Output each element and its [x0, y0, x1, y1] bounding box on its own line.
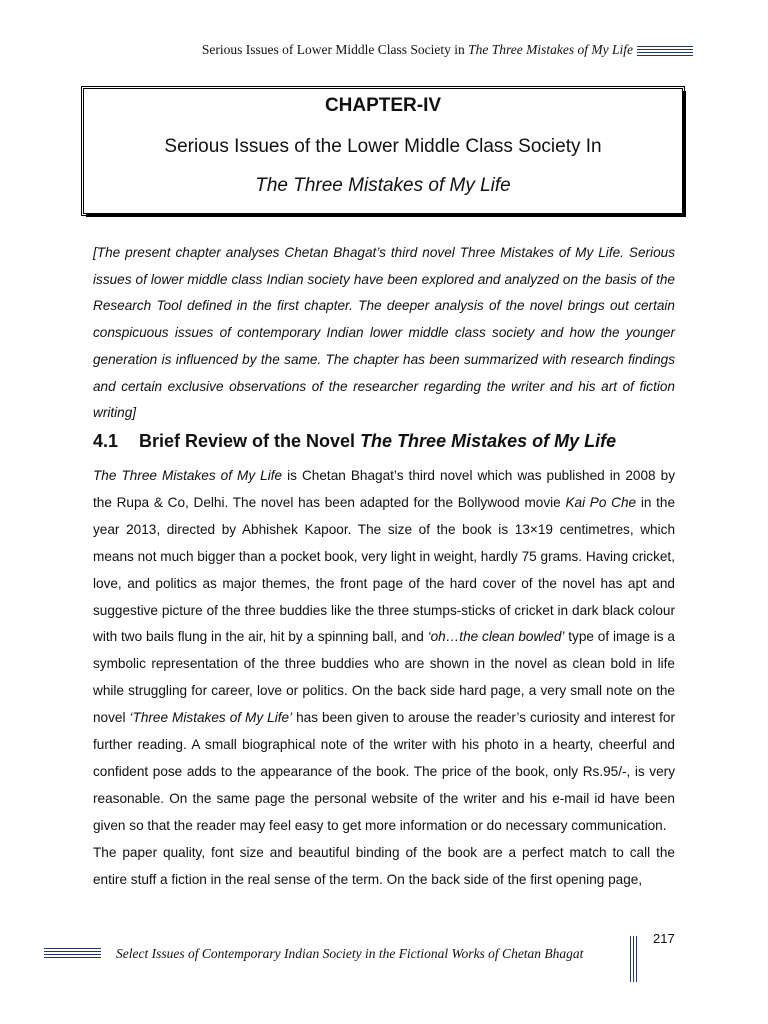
chapter-number: CHAPTER-IV [324, 95, 442, 116]
section-title-prefix: Brief Review of the Novel [139, 431, 361, 451]
paragraph-1-text-c: type of image is a symbolic representation of the three buddies who are shown in the novel as clean bold in life while struggling for career, love or politics. On the back side hard page, a very small note on the novel [93, 629, 675, 726]
running-header-book-title: The Three Mistakes of My Life [468, 42, 633, 57]
chapter-title-box [83, 88, 683, 214]
paragraph-1 [93, 463, 675, 840]
section-heading [93, 431, 683, 452]
footer-decorative-lines [44, 948, 101, 960]
section-title-book: The Three Mistakes of My Life [360, 431, 617, 451]
paragraph-1-text-b: in the year 2013, directed by Abhishek Kapoor. The size of the book is 13×19 centimetres, which means not much bigger than a pocket book, very light in weight, hardly 75 grams. Having cricket, love, and politics as major themes, the front page of the hard cover of the novel has apt and suggestive picture of the three buddies like the three stumps-sticks of cricket in dark black colour with two bails flung in the air, hit by a spinning ball, and [93, 494, 676, 645]
paragraph-1-quote-2: ‘Three Mistakes of My Life’ [129, 710, 293, 726]
paragraph-1-movie-title: Kai Po Che [565, 494, 637, 510]
paragraph-1-quote: ‘oh…the clean bowled’ [427, 629, 565, 645]
section-number: 4.1 [93, 431, 119, 451]
paragraph-2: The paper quality, font size and beautiful binding of the book are a perfect match to call the entire stuff a fiction in the real sense of the term. On the back side of the first opening page, [93, 844, 675, 887]
page-number: 217 [653, 931, 675, 946]
footer-vertical-rules [630, 936, 638, 982]
running-header [0, 42, 633, 58]
chapter-title: Serious Issues of the Lower Middle Class Society In [164, 136, 602, 157]
chapter-abstract: [The present chapter analyses Chetan Bhagat’s third novel Three Mistakes of My Life. Serious issues of lower middle class Indian society have been explored and analyzed on the basis of the Research Tool defined in the first chapter. The deeper analysis of the novel brings out certain conspicuous issues of contemporary Indian lower middle class society and how the younger generation is influenced by the same. The chapter has been summarized with research findings and certain exclusive observations of the researcher regarding the writer and his art of fiction writing] [93, 245, 675, 421]
header-decorative-lines [637, 46, 693, 58]
chapter-book-title: The Three Mistakes of My Life [255, 175, 511, 196]
paragraph-1-text-d: has been given to arouse the reader’s curiosity and interest for further reading. A small biographical note of the writer with his photo in a hearty, cheerful and confident pose adds to the appearance of the book. The price of the book, only Rs.95/-, is very reasonable. On the same page the personal website of the writer and his e-mail id have been given so that the reader may feel easy to get more information or do necessary communication. [93, 710, 675, 833]
running-header-prefix: Serious Issues of Lower Middle Class Society in [201, 42, 469, 57]
body-text [93, 463, 675, 894]
paragraph-1-book-title: The Three Mistakes of My Life [93, 468, 283, 483]
paragraph-1-text-a: is Chetan Bhagat’s third novel which was published in 2008 by the Rupa & Co, Delhi. The novel has been adapted for the Bollywood movie [93, 468, 676, 510]
footer-text: Select Issues of Contemporary Indian Society in the Fictional Works of Chetan Bhagat [116, 946, 584, 961]
